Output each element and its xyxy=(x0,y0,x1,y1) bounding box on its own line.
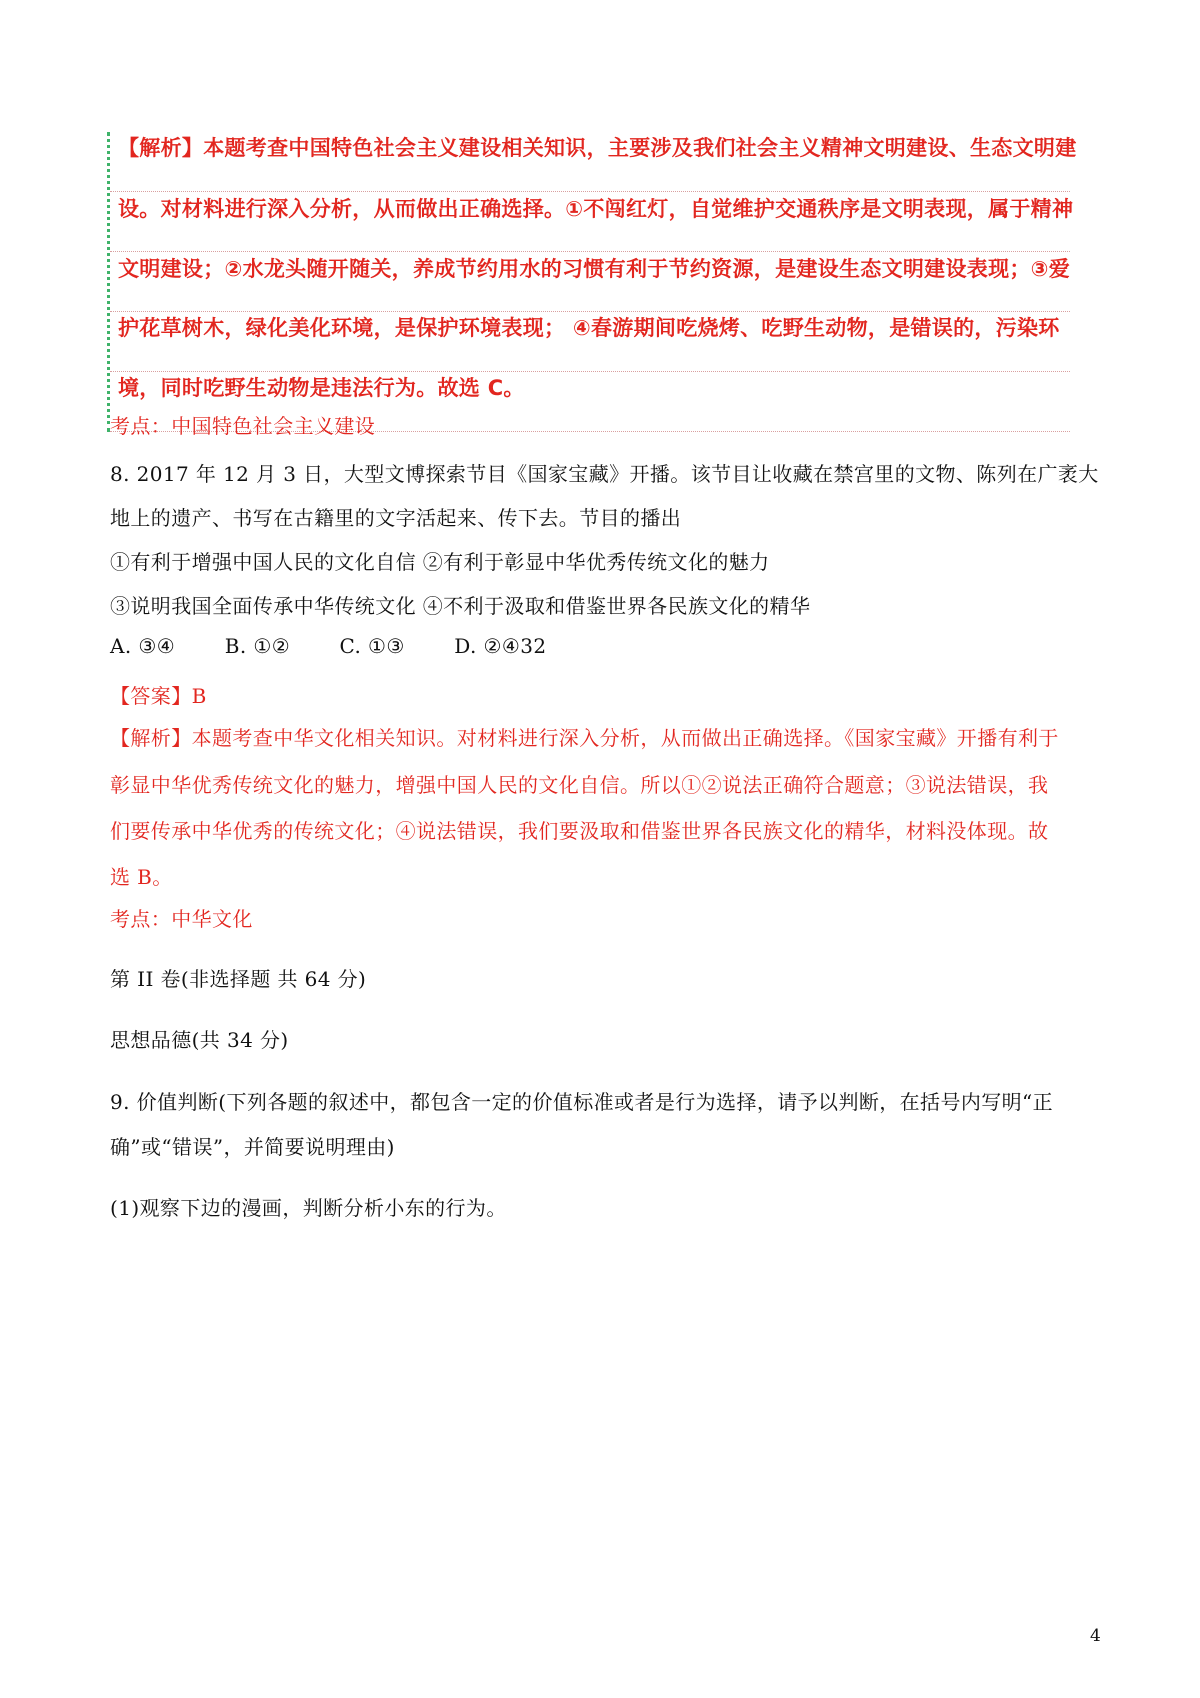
section-subheading: 思想品德(共 34 分) xyxy=(110,1028,289,1052)
section-heading: 第 II 卷(非选择题 共 64 分) xyxy=(110,967,367,991)
question-8-stem: 8. 2017 年 12 月 3 日，大型文博探索节目《国家宝藏》开播。该节目让收藏在禁宫里的文物、陈列在广袤大 xyxy=(110,462,1099,486)
analysis-line: 彰显中华优秀传统文化的魅力，增强中国人民的文化自信。所以①②说法正确符合题意；③说法错误，我 xyxy=(110,773,1049,797)
kaodian-label: 考点：中国特色社会主义建设 xyxy=(110,414,376,438)
page-number: 4 xyxy=(1090,1626,1101,1646)
analysis-line: 境，同时吃野生动物是违法行为。故选 C。 xyxy=(118,376,525,400)
analysis-line: 【解析】本题考查中华文化相关知识。对材料进行深入分析，从而做出正确选择。《国家宝藏》开播有利于 xyxy=(110,726,1059,750)
answer-label: 【答案】B xyxy=(110,684,207,708)
question-8-items: ①有利于增强中国人民的文化自信 ②有利于彰显中华优秀传统文化的魅力 xyxy=(110,550,770,574)
option-b: B. ①② xyxy=(224,634,291,658)
question-9-sub1: (1)观察下边的漫画，判断分析小东的行为。 xyxy=(110,1196,507,1220)
analysis-line: 【解析】本题考查中国特色社会主义建设相关知识，主要涉及我们社会主义精神文明建设、生态文明建 xyxy=(118,136,1077,160)
analysis-line: 护花草树木，绿化美化环境，是保护环境表现； ④春游期间吃烧烤、吃野生动物，是错误的，污染环 xyxy=(118,316,1060,340)
kaodian-label: 考点：中华文化 xyxy=(110,907,253,931)
question-8-options xyxy=(110,634,546,658)
analysis-line: 设。对材料进行深入分析，从而做出正确选择。①不闯红灯，自觉维护交通秩序是文明表现，属于精神 xyxy=(118,197,1074,221)
question-8-stem: 地上的遗产、书写在古籍里的文字活起来、传下去。节目的播出 xyxy=(110,506,682,530)
analysis-line: 选 B。 xyxy=(110,865,173,889)
option-c: C. ①③ xyxy=(339,634,405,658)
question-8-items: ③说明我国全面传承中华传统文化 ④不利于汲取和借鉴世界各民族文化的精华 xyxy=(110,594,811,618)
analysis-image-block xyxy=(107,132,1077,432)
analysis-line: 们要传承中华优秀的传统文化；④说法错误，我们要汲取和借鉴世界各民族文化的精华，材料没体现。故 xyxy=(110,819,1049,843)
analysis-line: 文明建设；②水龙头随开随关，养成节约用水的习惯有利于节约资源，是建设生态文明建设表现；③爱 xyxy=(118,257,1071,281)
option-d: D. ②④32 xyxy=(454,634,547,658)
question-9-stem: 9. 价值判断(下列各题的叙述中，都包含一定的价值标准或者是行为选择，请予以判断，在括号内写明“正 xyxy=(110,1090,1054,1114)
question-9-stem: 确”或“错误”，并简要说明理由) xyxy=(110,1135,395,1159)
option-a: A. ③④ xyxy=(110,634,176,658)
